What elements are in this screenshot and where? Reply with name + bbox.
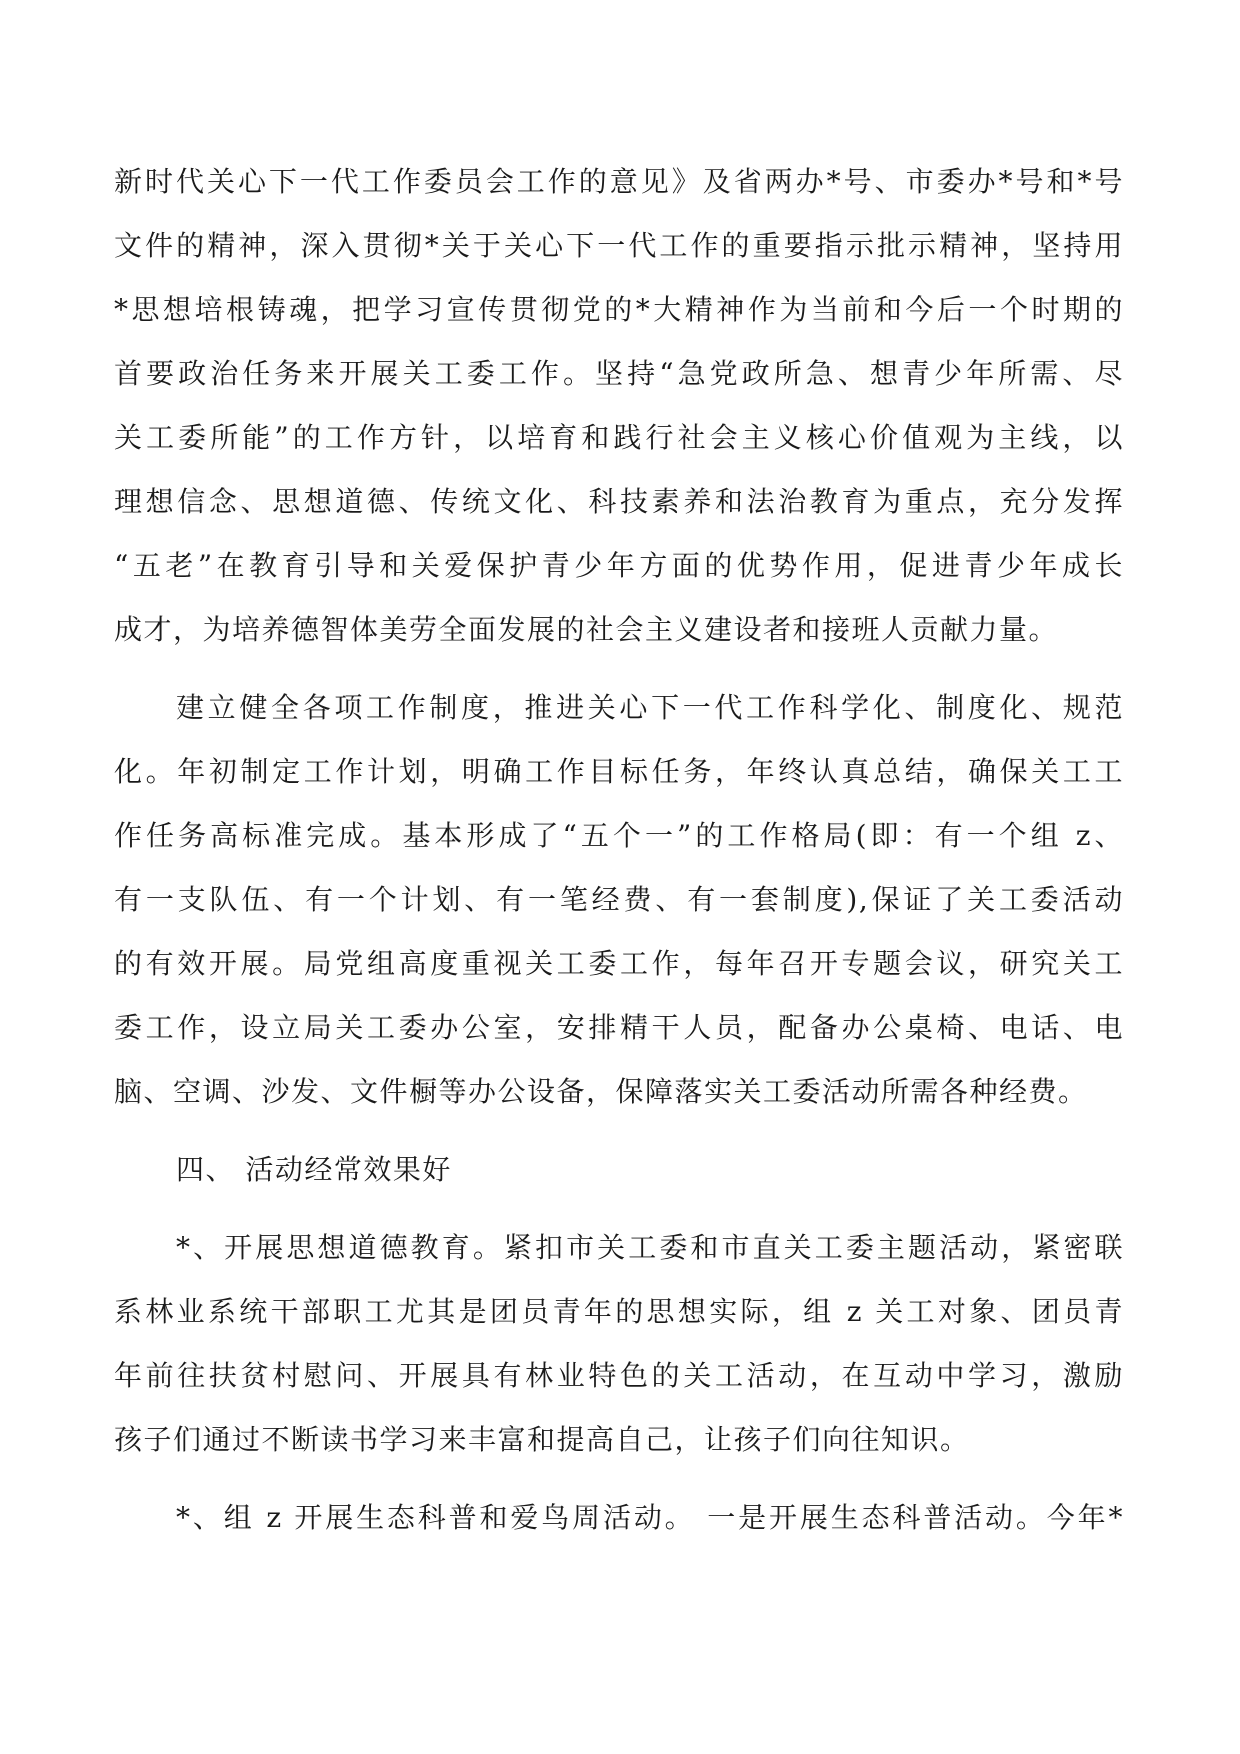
text-line: 系林业系统干部职工尤其是团员青年的思想实际，组 z 关工对象、团员青 xyxy=(114,1295,1124,1328)
text-line: 委工作，设立局关工委办公室，安排精干人员，配备办公桌椅、电话、电 xyxy=(114,1011,1124,1044)
paragraph-2 xyxy=(114,676,1124,1124)
text-line: *、开展思想道德教育。紧扣市关工委和市直关工委主题活动，紧密联 xyxy=(176,1231,1124,1264)
paragraph-1 xyxy=(114,150,1124,662)
text-line: *、组 z 开展生态科普和爱鸟周活动。 一是开展生态科普活动。今年* xyxy=(176,1501,1124,1534)
text-line: “五老”在教育引导和关爱保护青少年方面的优势作用，促进青少年成长 xyxy=(114,549,1124,582)
text-line: 脑、空调、沙发、文件橱等办公设备，保障落实关工委活动所需各种经费。 xyxy=(114,1075,1088,1108)
text-line: 孩子们通过不断读书学习来丰富和提高自己，让孩子们向往知识。 xyxy=(114,1423,970,1456)
text-line: 作任务高标准完成。基本形成了“五个一”的工作格局(即：有一个组 z、 xyxy=(114,819,1124,852)
text-line: 成才，为培养德智体美劳全面发展的社会主义建设者和接班人贡献力量。 xyxy=(114,613,1059,646)
section-heading-text: 四、 活动经常效果好 xyxy=(176,1153,452,1186)
text-line: 化。年初制定工作计划，明确工作目标任务，年终认真总结，确保关工工 xyxy=(114,755,1124,788)
text-line: 新时代关心下一代工作委员会工作的意见》及省两办*号、市委办*号和*号 xyxy=(114,165,1124,198)
text-line: 文件的精神，深入贯彻*关于关心下一代工作的重要指示批示精神，坚持用 xyxy=(114,229,1124,262)
text-line: 年前往扶贫村慰问、开展具有林业特色的关工活动，在互动中学习，激励 xyxy=(114,1359,1124,1392)
section-heading xyxy=(114,1138,1124,1202)
paragraph-3 xyxy=(114,1216,1124,1472)
document-body xyxy=(114,150,1124,1550)
text-line: 首要政治任务来开展关工委工作。坚持“急党政所急、想青少年所需、尽 xyxy=(114,357,1124,390)
text-line: 建立健全各项工作制度，推进关心下一代工作科学化、制度化、规范 xyxy=(176,691,1124,724)
text-line: *思想培根铸魂，把学习宣传贯彻党的*大精神作为当前和今后一个时期的 xyxy=(114,293,1124,326)
text-line: 有一支队伍、有一个计划、有一笔经费、有一套制度),保证了关工委活动 xyxy=(114,883,1124,916)
text-line: 关工委所能”的工作方针，以培育和践行社会主义核心价值观为主线，以 xyxy=(114,421,1124,454)
text-line: 的有效开展。局党组高度重视关工委工作，每年召开专题会议，研究关工 xyxy=(114,947,1124,980)
text-line: 理想信念、思想道德、传统文化、科技素养和法治教育为重点，充分发挥 xyxy=(114,485,1124,518)
paragraph-4 xyxy=(114,1486,1124,1550)
